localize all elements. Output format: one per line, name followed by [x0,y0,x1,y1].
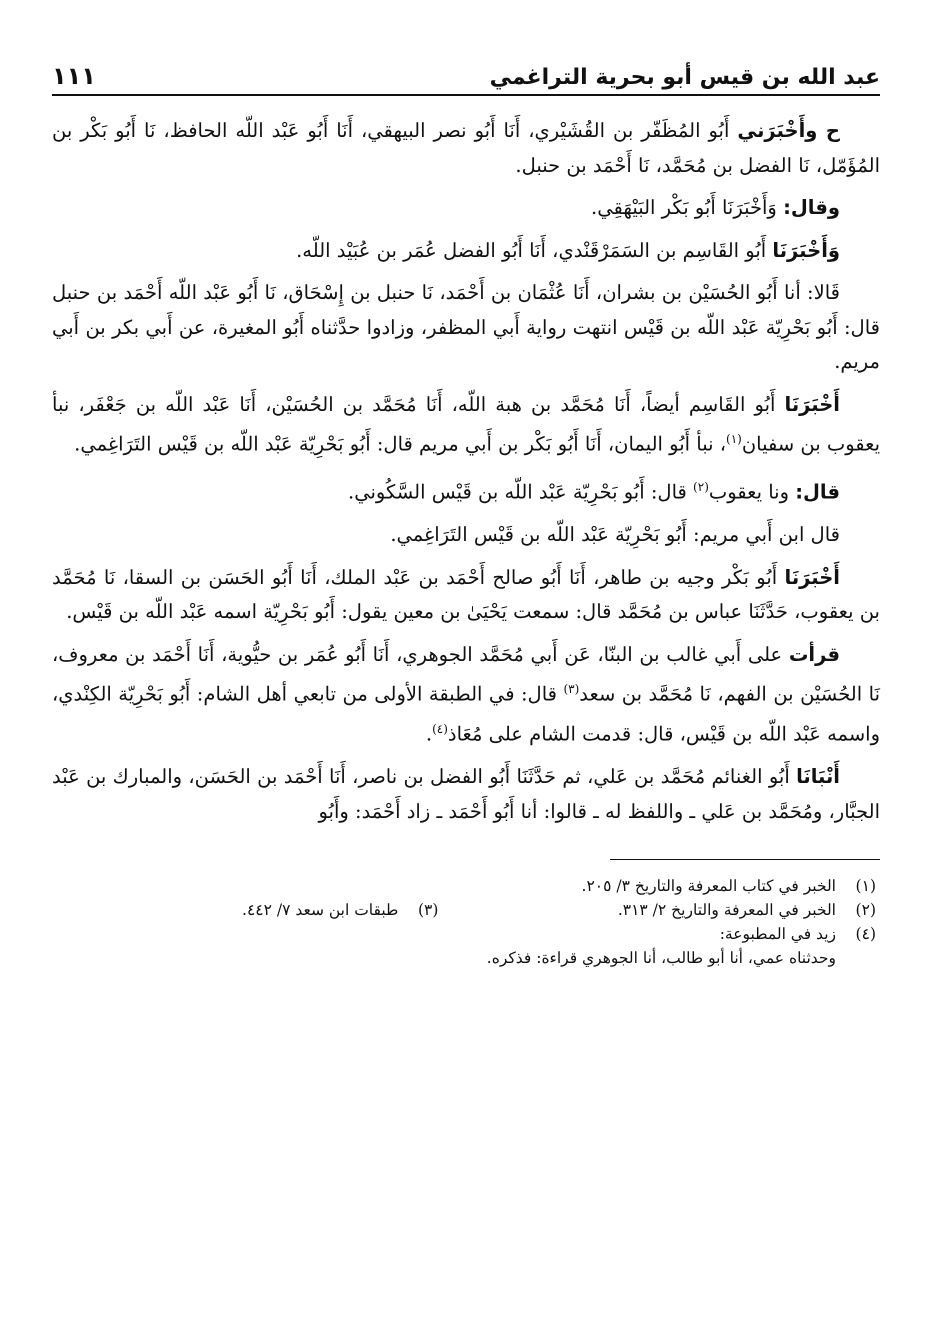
footnote-text: الخبر في المعرفة والتاريخ ٢/ ٣١٣. [617,901,836,919]
paragraph [52,114,880,183]
paragraph-text: قال: في الطبقة الأولى من تابعي أهل الشام: أَبُو بَحْرِيّة الكِنْدي، واسمه عَبْد اللّه بن قَيْس، قال: قدمت الشام على مُعَاذ [52,682,880,746]
paragraph [52,638,880,753]
paragraph [52,234,880,269]
page-number: ١١١ [52,62,96,90]
paragraph-text: أَبُو المُظَفّر بن القُشَيْري، أَنَا أَبُو نصر البيهقي، أَنَا أَبُو عَبْد اللّه الحافظ، نَا أَبُو بَكْر بن المُؤَمّل، نَا الفضل بن مُحَمَّد، نَا أَحْمَد بن حنبل. [52,119,880,177]
footnote [52,922,876,946]
paragraph-text: قَالا: أنا أَبُو الحُسَيْن بن بشران، أَنَا عُثْمَان بن أَحْمَد، نَا حنبل بن إِسْحَاق، نَا أَبُو عَبْد اللّه أَحْمَد بن حنبل قال: أَبُو بَحْرِيّة عَبْد اللّه بن قَيْس انتهت رواية أَبي المظفر، وزادوا حدَّثناه أَبُو المغيرة، عن أَبي بكر بن أَبي مريم. [52,281,880,373]
paragraph [52,191,880,226]
paragraph-lead: قرأت [788,642,840,666]
footnote-number: (٢) [855,901,876,919]
paragraph-lead: أَخْبَرَنَا [784,392,840,416]
header-title: عبد الله بن قيس أبو بحرية التراغمي [489,65,880,90]
paragraph [52,276,880,380]
footnote-marker[interactable]: (١) [726,432,742,446]
paragraph-lead: قال: [795,480,840,504]
paragraph-text: أَبُو القَاسِم بن السَمَرْقَنْدي، أَنَا أَبُو الفضل عُمَر بن عُبَيْد اللّه. [296,238,773,262]
paragraph-text: على أَبي غالب بن البنّا، عَن أَبي مُحَمَّد الجوهري، أَنَا أَبُو عُمَر بن حيُّوية، أَنَا أَحْمَد بن معروف، نَا الحُسَيْن بن الفهم، نَا مُحَمَّد بن سعد [52,642,880,706]
paragraph [52,518,880,553]
paragraph-text: ونا يعقوب [708,480,796,504]
footnote-marker[interactable]: (٢) [693,480,709,494]
paragraph-lead: وَأَخْبَرَنَا [772,238,840,262]
footnote-marker[interactable]: (٤) [432,722,448,736]
footnote [52,898,876,922]
paragraph-lead: أَنْبَانَا [796,765,840,788]
paragraph-text: ، نبأ أَبُو اليمان، أَنَا أَبُو بَكْر بن أَبي مريم قال: أَبُو بَحْرِيّة عَبْد اللّه بن قَيْس التَرَاغِمي. [74,432,727,456]
paragraph [52,470,880,510]
paragraph-lead: ح وأَخْبَرَني [737,119,840,142]
footnotes [52,874,880,970]
footnote-marker[interactable]: (٣) [563,682,580,696]
paragraph-lead: وقال: [783,196,840,219]
paragraph-text: أَبُو بَكْر وجيه بن طاهر، أَنَا أَبُو صالح أَحْمَد بن عَبْد الملك، أَنَا أَبُو الحَسَن بن السقا، نَا مُحَمَّد بن يعقوب، حَدَّثَنَا عباس بن مُحَمَّد قال: سمعت يَحْيَىٰ بن معين يقول: أَبُو بَحْرِيّة اسمه عَبْد اللّه بن قَيْس. [52,565,880,623]
paragraph-text: أَبُو الغنائم مُحَمَّد بن عَلي، ثم حَدَّثَنَا أَبُو الفضل بن ناصر، أَنَا أَحْمَد بن الحَسَن، والمبارك بن عَبْد الجبَّار، ومُحَمَّد بن عَلي ـ واللفظ له ـ قالوا: أنا أَبُو أَحْمَد ـ زاد أَحْمَد: وأَبُو [52,765,880,823]
paragraph [52,760,880,829]
footnote-number: (٤) [855,925,876,943]
paragraph-lead: أَخْبَرَنَا [784,565,840,589]
document-page [52,54,880,970]
paragraph-text: وَأَخْبَرَنَا أَبُو بَكْر البَيْهَقِي. [591,196,784,219]
paragraph-text: قال ابن أَبي مريم: أَبُو بَحْرِيّة عَبْد اللّه بن قَيْس التَرَاغِمي. [390,523,840,546]
main-text [52,114,880,829]
paragraph-text: أَبُو القَاسِم أيضاً، أَنَا مُحَمَّد بن هبة اللّه، أَنَا مُحَمَّد بن الحُسَيْن، أَنَا عَبْد اللّه بن جَعْفَر، نبأ يعقوب بن سفيان [52,392,880,456]
footnote-text: طبقات ابن سعد ٧/ ٤٤٢. [242,901,399,919]
footnote [52,874,876,898]
paragraph-text: قال: أَبُو بَحْرِيّة عَبْد اللّه بن قَيْس السَّكُوني. [348,480,694,504]
paragraph [52,388,880,463]
footnote-divider [610,859,880,860]
footnote-text: زيد في المطبوعة: [719,925,836,943]
footnote-text: الخبر في كتاب المعرفة والتاريخ ٣/ ٢٠٥. [581,877,836,895]
paragraph-text: . [425,722,433,746]
paragraph [52,561,880,630]
footnote-number: (١) [855,877,876,895]
footnote-continuation: وحدثناه عمي، أنا أبو طالب، أنا الجوهري قراءة: فذكره. [486,949,836,967]
running-header [52,54,880,96]
footnote-number: (٣) [417,901,439,919]
